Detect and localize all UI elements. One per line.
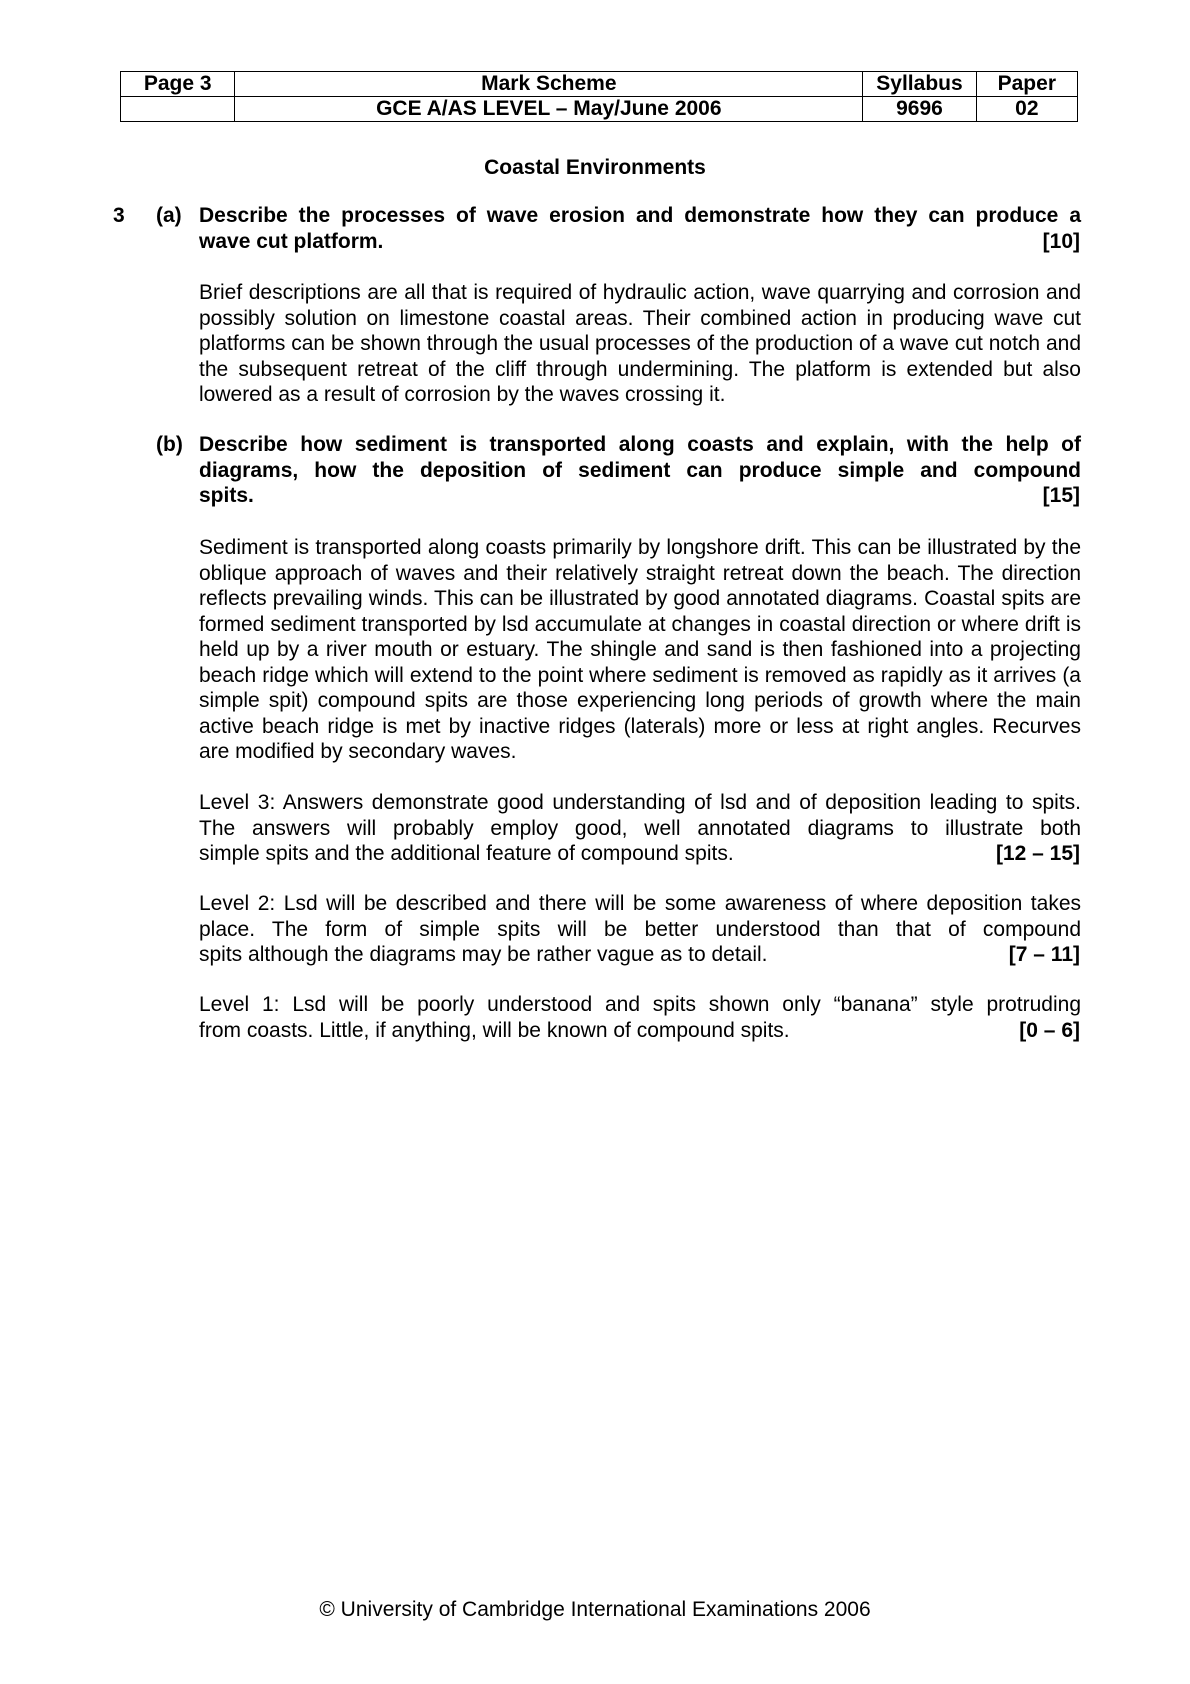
- level-3-text: Level 3: Answers demonstrate good understanding of lsd and of deposition leading to spits. The answers will probably employ good, well annotated diagrams to illustrate both: [199, 791, 1081, 840]
- level-3-descriptor: [199, 790, 1080, 867]
- page-number-cell: Page 3: [121, 72, 235, 97]
- level-2-text: Level 2: Lsd will be described and there will be some awareness of where deposition takes place. The form of simple spits will be better understood than that of compound: [199, 892, 1081, 941]
- header-table: [120, 71, 1078, 122]
- part-a-prompt-line2-text: wave cut platform.: [199, 229, 384, 253]
- part-b-prompt-main: Describe how sediment is transported along coasts and explain, with the help of diagrams, how the deposition of sediment can produce simple and compound: [199, 433, 1081, 482]
- question-number: 3: [113, 204, 125, 227]
- paper-label-cell: Paper: [976, 72, 1077, 97]
- level-1-last-text: from coasts. Little, if anything, will be known of compound spits.: [199, 1018, 790, 1042]
- level-2-last-line: [199, 942, 1080, 968]
- level-2-last-text: spits although the diagrams may be rather vague as to detail.: [199, 943, 768, 966]
- part-b-answer: [199, 535, 1080, 765]
- level-1-descriptor: [199, 992, 1080, 1043]
- level-3-last-text: simple spits and the additional feature of compound spits.: [199, 842, 734, 865]
- section-heading: Coastal Environments: [484, 156, 706, 179]
- part-a-prompt-line1: Describe the processes of wave erosion and demonstrate how they can produce a: [199, 204, 1081, 227]
- header-row-2: [121, 97, 1078, 122]
- header-row-1: [121, 72, 1078, 97]
- part-a-label: (a): [156, 204, 182, 227]
- level-1-text: Level 1: Lsd will be poorly understood and spits shown only “banana” style protruding: [199, 993, 1081, 1016]
- empty-cell: [121, 97, 235, 122]
- level-1-last-line: [199, 1018, 1080, 1044]
- mark-scheme-title-cell: Mark Scheme: [235, 72, 863, 97]
- level-1-marks: [0 – 6]: [1019, 1018, 1080, 1042]
- part-a-answer-text: Brief descriptions are all that is required of hydraulic action, wave quarrying and corrosion and possibly solution on limestone coastal areas. Their combined action in producing wave cut platforms can be shown through the usual processes of the production of a wave cut notch and the subsequent retreat of the cliff through undermining. The platform is extended but also lowered as a result of corrosion by the waves crossing it.: [199, 281, 1081, 406]
- part-b-prompt-last-line: [199, 483, 1080, 509]
- part-b-prompt: [199, 432, 1080, 509]
- level-2-marks: [7 – 11]: [1008, 943, 1080, 966]
- level-3-last-line: [199, 841, 1080, 867]
- part-b-answer-text: Sediment is transported along coasts primarily by longshore drift. This can be illustrated by the oblique approach of waves and their relatively straight retreat down the beach. The direction reflects prevailing winds. This can be illustrated by good annotated diagrams. Coastal spits are formed sediment transported by lsd accumulate at changes in coastal direction or where drift is held up by a river mouth or estuary. The shingle and sand is then fashioned into a projecting beach ridge which will extend to the point where sediment is removed as rapidly as it arrives (a simple spit) compound spits are those experiencing long periods of growth where the main active beach ridge is met by inactive ridges (laterals) more or less at right angles. Recurves are modified by secondary waves.: [199, 536, 1081, 763]
- level-2-descriptor: [199, 891, 1080, 968]
- part-b-prompt-last-text: spits.: [199, 484, 254, 507]
- part-b-label: (b): [156, 433, 183, 456]
- syllabus-label-cell: Syllabus: [863, 72, 976, 97]
- paper-number-cell: 02: [976, 97, 1077, 122]
- syllabus-code-cell: 9696: [863, 97, 976, 122]
- exam-session-cell: GCE A/AS LEVEL – May/June 2006: [235, 97, 863, 122]
- part-a-prompt-line2: [199, 229, 1080, 255]
- part-a-answer: [199, 280, 1080, 408]
- part-a-prompt: [199, 203, 1080, 254]
- part-a-marks: [10]: [1042, 229, 1080, 253]
- copyright-footer: © University of Cambridge International Examinations 2006: [319, 1598, 871, 1621]
- part-b-marks: [15]: [1042, 484, 1080, 507]
- level-3-marks: [12 – 15]: [995, 842, 1080, 865]
